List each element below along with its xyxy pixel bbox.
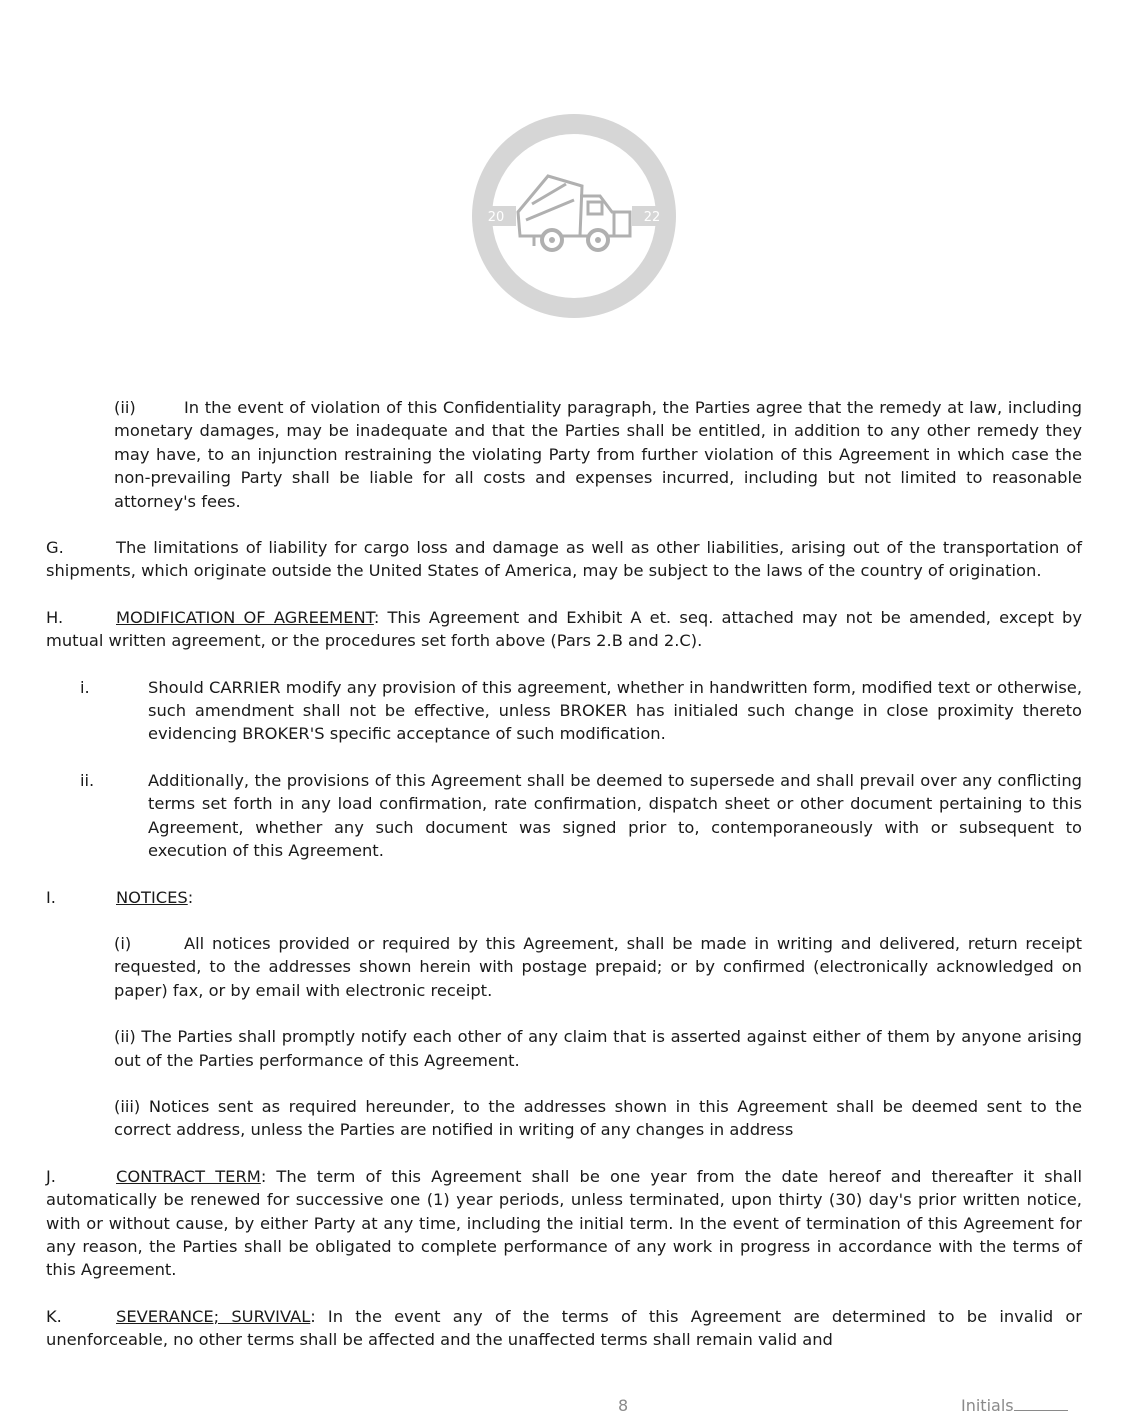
section-heading: CONTRACT TERM	[116, 1166, 261, 1186]
item-text: Should CARRIER modify any provision of this agreement, whether in handwritten form, modified text or otherwise, such amendment shall not be effective, unless BROKER has initialed such change in close proximity thereto evidencing BROKER'S specific acceptance of such modification.	[148, 677, 1082, 744]
section-heading-suffix: :	[187, 887, 194, 907]
section-heading: SEVERANCE; SURVIVAL	[116, 1306, 311, 1326]
section-label: K.	[46, 1306, 62, 1326]
section-label: J.	[46, 1166, 56, 1186]
section-heading: MODIFICATION OF AGREEMENT	[116, 607, 374, 627]
section-text: : In the event any of the terms of this Agreement are determined to be invalid or unenforceable, no other terms shall be affected and the unaffected terms shall remain valid and	[46, 1306, 1082, 1350]
paragraph-text: In the event of violation of this Confidentiality paragraph, the Parties agree that the remedy at law, including monetary damages, may be inadequate and that the Parties shall be entitled, in addition to any other remedy they may have, to an injunction restraining the violating Party from further violation of this Agreement in which case the non-prevailing Party shall be liable for all costs and expenses incurred, including but not limited to reasonable attorney's fees.	[114, 398, 1082, 511]
section-label: I.	[46, 887, 56, 907]
notices-paragraph-ii: (ii) The Parties shall promptly notify each other of any claim that is asserted against either of them by anyone arising out of the Parties performance of this Agreement.	[114, 1027, 1082, 1070]
section-text: The limitations of liability for cargo loss and damage as well as other liabilities, arising out of the transportation of shipments, which originate outside the United States of America, may be subject to the laws of the country of origination.	[46, 538, 1082, 581]
section-g	[46, 536, 1082, 583]
notices-paragraph-i	[46, 932, 1082, 1002]
page-number: 8	[618, 1396, 629, 1415]
item-label: ii.	[80, 770, 95, 790]
section-i	[46, 886, 1082, 909]
item-label: i.	[80, 677, 90, 697]
logo-brand-text: ABC LOGISTICS	[496, 130, 652, 190]
paragraph-label: (ii)	[114, 398, 136, 417]
section-h-item-i	[46, 676, 1082, 746]
section-h	[46, 606, 1082, 653]
initials-line	[1014, 1396, 1068, 1411]
initials-field	[961, 1396, 1068, 1415]
section-h-item-ii	[46, 769, 1082, 863]
section-k	[46, 1305, 1082, 1352]
confidentiality-paragraph-ii	[46, 396, 1082, 513]
logo-year-left: 20	[487, 210, 505, 225]
notices-paragraph-iii: (iii) Notices sent as required hereunder, to the addresses shown in this Agreement shall be deemed sent to the correct address, unless the Parties are notified in writing of any changes in address	[114, 1096, 1082, 1140]
section-text: : The term of this Agreement shall be one year from the date hereof and thereafter it shall automatically be renewed for successive one (1) year periods, unless terminated, upon thirty (30) day's prior written notice, with or without cause, by either Party at any time, including the initial term. In the event of termination of this Agreement for any reason, the Parties shall be obligated to complete performance of any work in progress in accordance with the terms of this Agreement.	[46, 1166, 1082, 1280]
section-heading: NOTICES	[116, 887, 188, 907]
section-label: G.	[46, 538, 64, 558]
item-text: Additionally, the provisions of this Agreement shall be deemed to supersede and shall prevail over any conflicting terms set forth in any load confirmation, rate confirmation, dispatch sheet or other document pertaining to this Agreement, whether any such document was signed prior to, contemporaneously with or subsequent to execution of this Agreement.	[148, 770, 1082, 861]
paragraph-text: All notices provided or required by this Agreement, shall be made in writing and delivered, return receipt requested, to the addresses shown herein with postage prepaid; or by confirmed (electronically acknowledged on paper) fax, or by email with electronic receipt.	[114, 933, 1082, 1000]
section-text: : This Agreement and Exhibit A et. seq. attached may not be amended, except by mutual written agreement, or the procedures set forth above (Pars 2.B and 2.C).	[46, 607, 1082, 651]
section-label: H.	[46, 607, 64, 627]
logo-year-right: 22	[643, 210, 661, 225]
initials-label: Initials	[961, 1396, 1014, 1415]
section-j	[46, 1165, 1082, 1282]
paragraph-label: (i)	[114, 933, 132, 953]
logo-tagline-text: LET US DELIVER ON TIME	[516, 246, 632, 288]
agreement-body	[46, 396, 1082, 1352]
company-logo-seal	[470, 112, 678, 320]
